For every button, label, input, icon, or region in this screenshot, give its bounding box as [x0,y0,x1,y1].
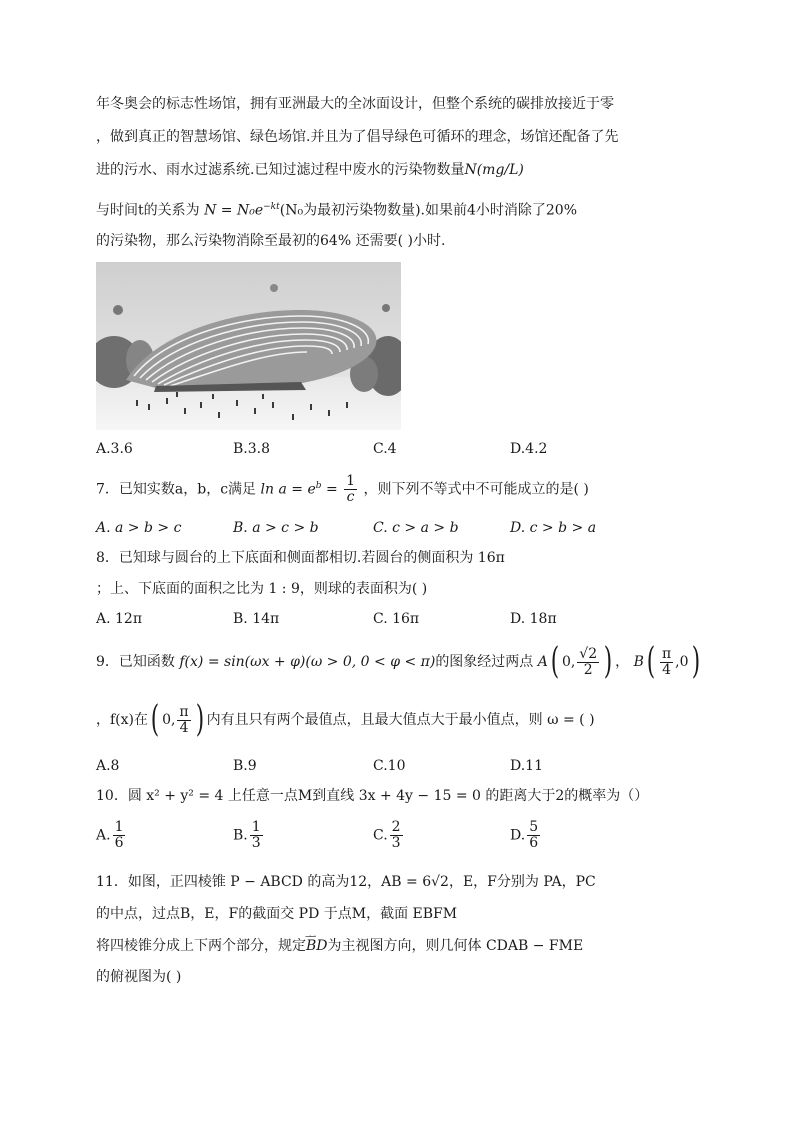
q7-stem: 7．已知实数a，b，c满足 $\ln a = e^b$ = $\frac{1}{c}$ ，则下列不等式中不可能成立的是( ) [96,473,589,505]
q9-option-d: D.11 [510,758,543,774]
q9-line-2: ，f(x)在( 0, $\frac{\pi}{4}$ ) 内有且只有两个最值点，且最大值点大于最小值点，则 ω = ( ) [96,699,595,740]
q7-fraction: $\frac{1}{c}$ [346,473,356,505]
q8-option-b: B. 14π [233,611,280,627]
paragraph-line-1: 年冬奥会的标志性场馆，拥有亚洲最大的全冰面设计，但整个系统的碳排放接近于零 [96,96,614,112]
paragraph-line-3: 进的污水、雨水过滤系统.已知过滤过程中废水的污染物数量N(mg/L) [96,162,524,178]
q11-line-3: 将四棱锥分成上下两个部分，规定⇀⇀ BD为主视图方向，则几何体 CDAB − FME [96,936,583,956]
q8-option-a: A. 12π [96,611,143,627]
q7-option-c: C. c > a > b [373,520,459,536]
paragraph-line-2: ，做到真正的智慧场馆、绿色场馆.并且为了倡导绿色可循环的理念，场馆还配备了先 [96,129,619,145]
q10-option-d: D. $\frac{5}{6}$ [510,819,539,851]
q11-line-1: 11．如图，正四棱锥 P − ABCD 的高为12，AB = 6√2，E，F分别为 PA，PC [96,874,596,890]
q6-option-a: A.3.6 [96,441,133,457]
q11-line-2: 的中点，过点B，E，F的截面交 PD 于点M，截面 EBFM [96,906,458,922]
q10-stem: 10．圆 x² + y² = 4 上任意一点M到直线 3x + 4y − 15 = 0 的距离大于2的概率为（） [96,788,649,804]
q10-option-b: B. $\frac{1}{3}$ [233,819,261,851]
q9-point-b-fraction: $\frac{\pi}{4}$ [661,645,672,678]
vector-bd: ⇀⇀ BD [306,936,328,956]
q9-option-a: A.8 [96,758,120,774]
q6-option-d: D.4.2 [510,441,548,457]
q11-line-4: 的俯视图为( ) [96,969,182,985]
q7-option-d: D. c > b > a [510,520,597,536]
q9-point-a-fraction: $\frac{√2}{2}$ [579,645,598,678]
q9-interval-fraction: $\frac{\pi}{4}$ [179,703,189,736]
q8-option-c: C. 16π [373,611,420,627]
q10-option-a: A. $\frac{1}{6}$ [96,819,124,851]
paragraph-line-4: 与时间t的关系为 $N = N_0e^{-kt}(N_0$为最初污染物数量).如果前4小时消除了20% [96,202,578,219]
q10-option-c: C. $\frac{2}{3}$ [373,819,401,851]
q9-option-b: B.9 [233,758,257,774]
q8-option-d: D. 18π [510,611,557,627]
q7-option-b: B. a > c > b [233,520,319,536]
stadium-photo [96,262,401,430]
q6-option-b: B.3.8 [233,441,271,457]
q7-option-a: A. a > b > c [96,520,182,536]
q6-option-c: C.4 [373,441,397,457]
q8-line-2: ；上、下底面的面积之比为 1 : 9，则球的表面积为( ) [96,581,428,597]
q9-option-c: C.10 [373,758,406,774]
q9-line-1: 9．已知函数 f(x) = sin(ωx + φ)(ω > 0, 0 < φ < π)的图象经过两点 A( 0, $\frac{√2}{2}$ ) ， B( $\frac{\pi}{4}$ ,0) [96,641,700,682]
q8-line-1: 8．已知球与圆台的上下底面和侧面都相切.若圆台的侧面积为 16π [96,550,505,566]
paragraph-line-5: 的污染物，那么污染物消除至最初的64% 还需要( )小时. [96,233,446,249]
